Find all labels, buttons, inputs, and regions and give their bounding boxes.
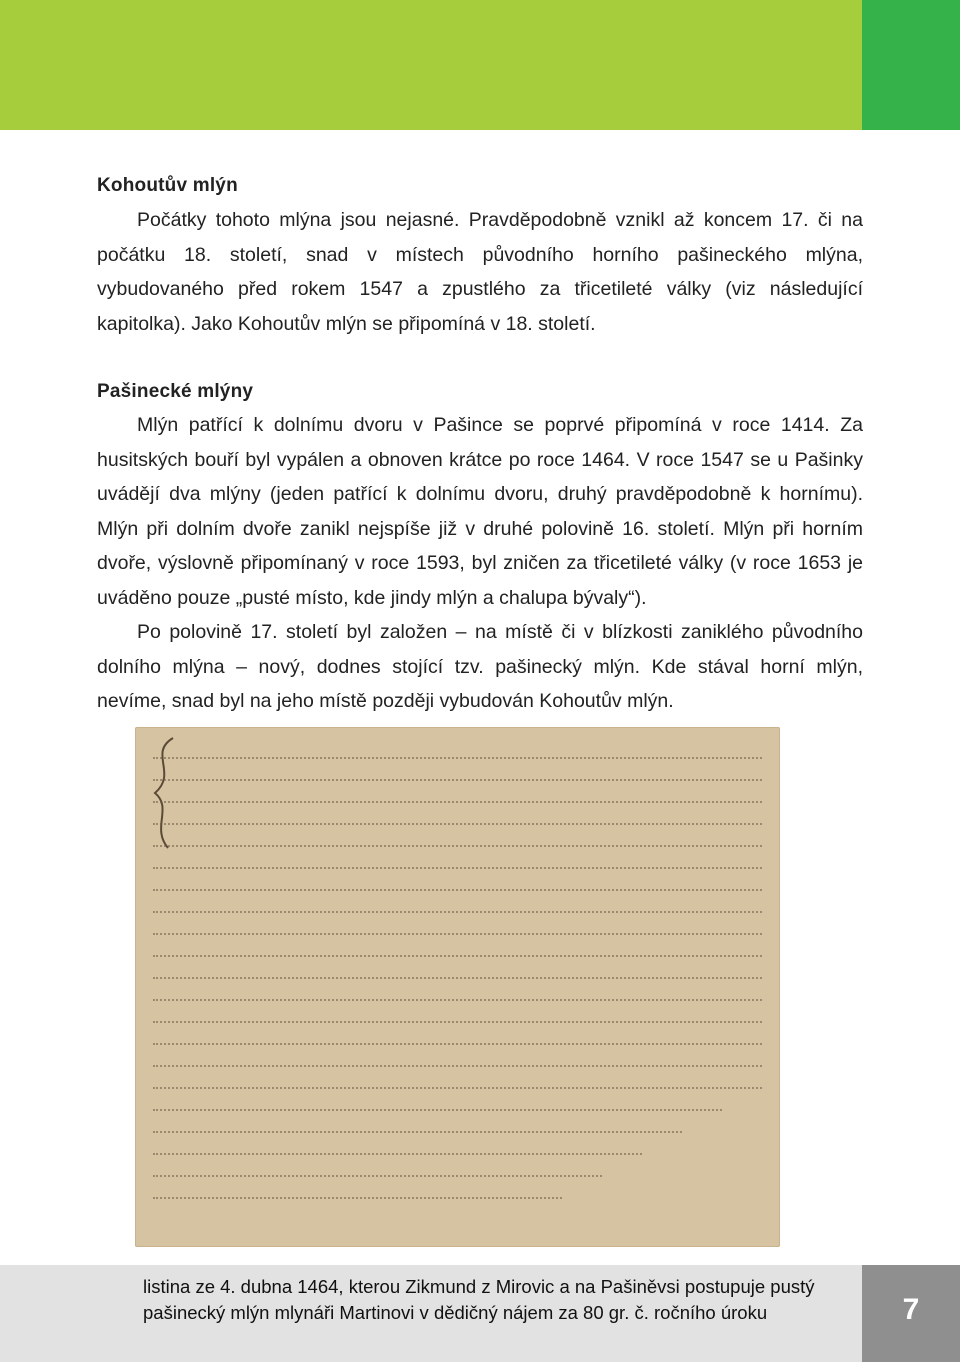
paragraph-pasinecke-mlyny-1: Mlýn patřící k dolnímu dvoru v Pašince se poprvé připomíná v roce 1414. Za husitských bouří byl vypálen a obnoven krátce po roce 1464. V roce 1547 se u Pašinky uvádějí dva mlýny (jeden patřící k dolnímu dvoru, druhý pravděpodobně k hornímu). Mlýn při dolním dvoře zanikl nejspíše již v druhé polovině 16. století. Mlýn při horním dvoře, výslovně připomínaný v roce 1593, byl zničen za třicetileté války (v roce 1653 je uváděno pouze „pusté místo, kde jindy mlýn a chalupa bývaly“). xyxy=(97,414,863,609)
page-number-block xyxy=(862,1265,960,1362)
charter-script-line xyxy=(153,999,762,1004)
initial-flourish xyxy=(143,733,183,853)
charter-script-line xyxy=(153,955,762,960)
charter-script-line xyxy=(153,933,762,938)
charter-script-line xyxy=(153,1153,642,1158)
charter-script-line xyxy=(153,1197,562,1202)
charter-script-line xyxy=(153,779,762,784)
caption-line-2: pašinecký mlýn mlynáři Martinovi v dědičný nájem za 80 gr. č. ročního úroku xyxy=(143,1302,768,1323)
charter-script-line xyxy=(153,845,762,850)
charter-script-line xyxy=(153,889,762,894)
section-heading-pasinecke-mlyny: Pašinecké mlýny xyxy=(97,381,254,402)
charter-script-line xyxy=(153,1021,762,1026)
top-color-band xyxy=(0,0,862,130)
charter-script-line xyxy=(153,1043,762,1048)
charter-script-line xyxy=(153,801,762,806)
charter-script-line xyxy=(153,911,762,916)
page-number: 7 xyxy=(902,1293,920,1326)
caption-line-1: listina ze 4. dubna 1464, kterou Zikmund z Mirovic a na Pašiněvsi postupuje pustý xyxy=(143,1276,815,1297)
charter-script-line xyxy=(153,1087,762,1092)
historical-charter-image xyxy=(135,727,780,1247)
image-caption xyxy=(143,1274,843,1326)
charter-script-line xyxy=(153,757,762,762)
charter-script-line xyxy=(153,1109,722,1114)
charter-script-line xyxy=(153,823,762,828)
charter-script-line xyxy=(153,867,762,872)
charter-script-line xyxy=(153,1131,682,1136)
section-heading-kohoutuv-mlyn: Kohoutův mlýn xyxy=(97,175,238,196)
paragraph-pasinecke-mlyny-2: Po polovině 17. století byl založen – na místě či v blízkosti zaniklého původního dolního mlýna – nový, dodnes stojící tzv. pašinecký mlýn. Kde stával horní mlýn, nevíme, snad byl na jeho místě později vybudován Kohoutův mlýn. xyxy=(97,621,863,712)
charter-script-line xyxy=(153,1175,602,1180)
paragraph-kohoutuv-mlyn: Počátky tohoto mlýna jsou nejasné. Pravděpodobně vznikl až koncem 17. či na počátku 18. století, snad v místech původního horního pašineckého mlýna, vybudovaného před rokem 1547 a zpustlého za třicetileté války (viz následující kapitolka). Jako Kohoutův mlýn se připomíná v 18. století. xyxy=(97,209,863,335)
charter-script-line xyxy=(153,1065,762,1070)
top-accent-block xyxy=(862,0,960,130)
charter-script-line xyxy=(153,977,762,982)
